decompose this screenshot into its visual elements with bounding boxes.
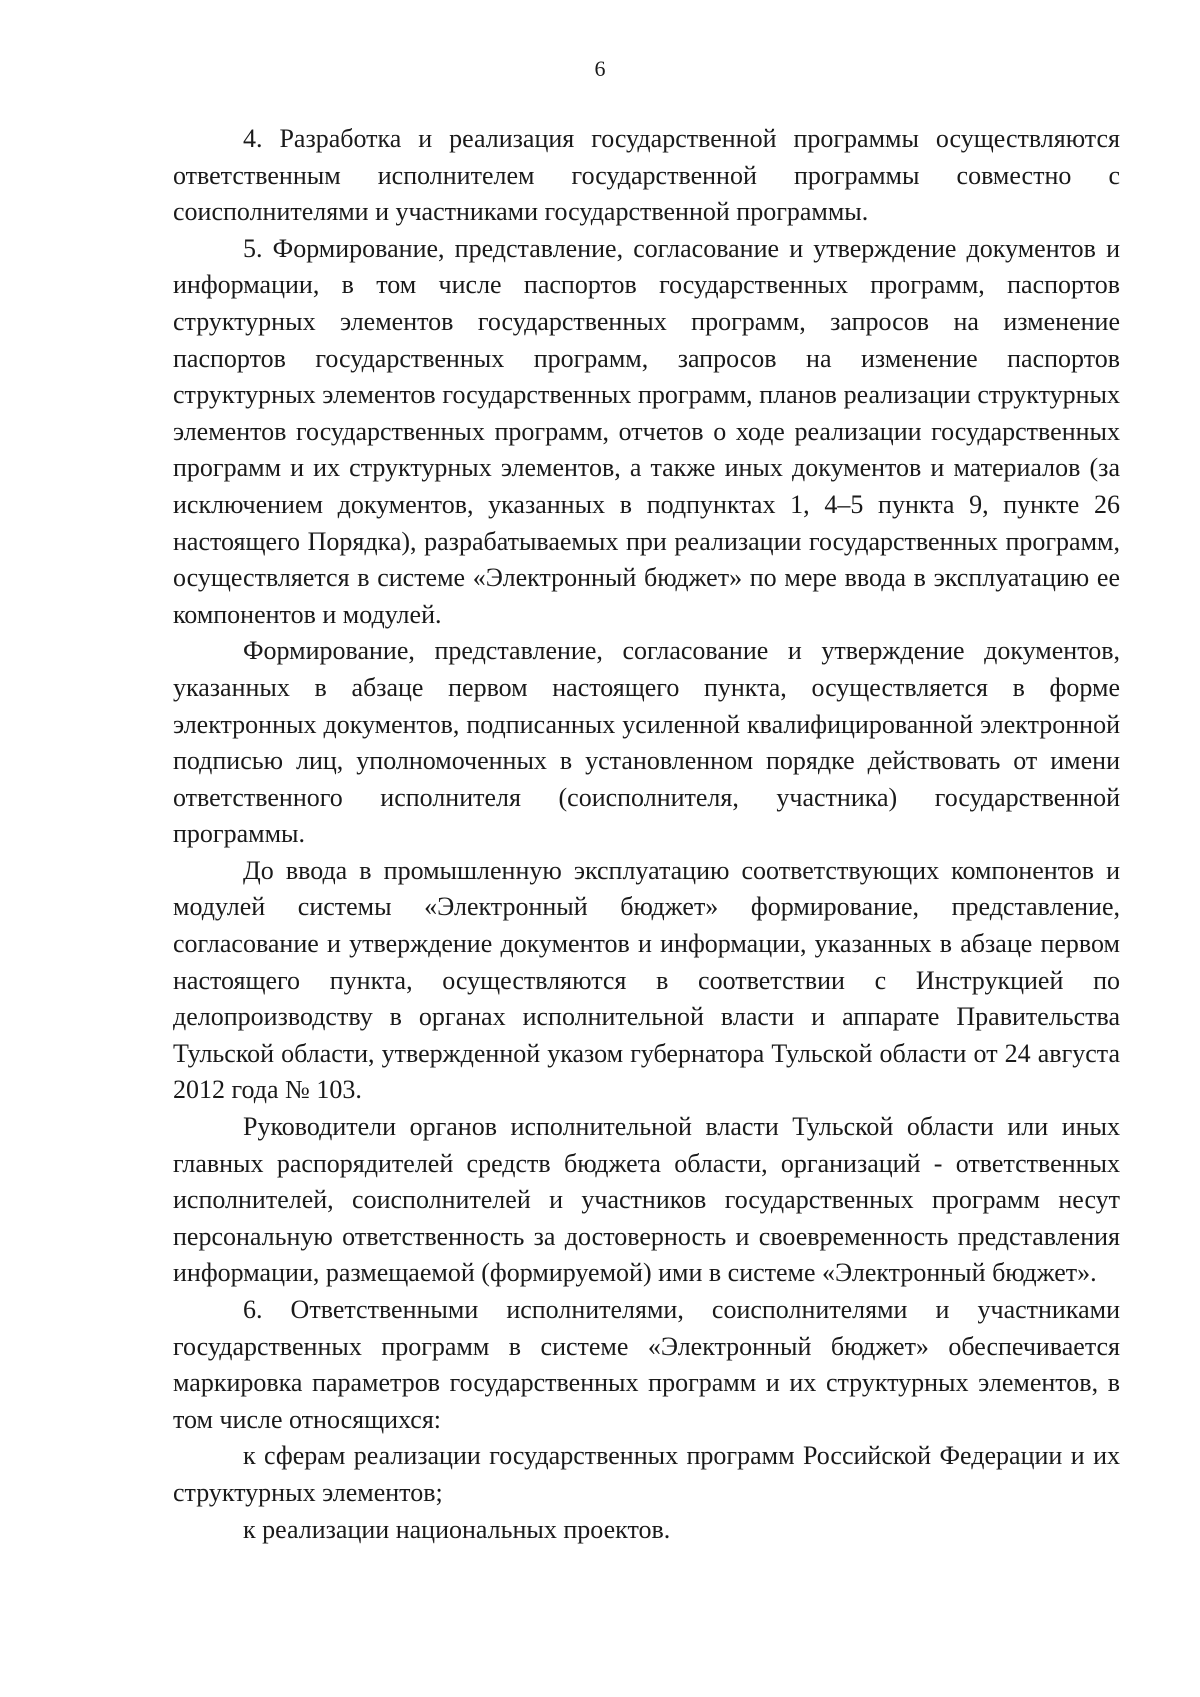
- paragraph-item-4: 4. Разработка и реализация государственной программы осуществляются ответственным исполнителем государственной программы совместно с соисполнителями и участниками государственной программы.: [173, 124, 1120, 227]
- paragraph-responsibility: Руководители органов исполнительной власти Тульской области или иных главных распорядителей средств бюджета области, организаций - ответственных исполнителей, соисполнителей и участников государственных программ несут персональную ответственность за достоверность и своевременность представления информации, размещаемой (формируемой) ими в системе «Электронный бюджет».: [173, 1112, 1120, 1288]
- paragraph-before-commissioning: До ввода в промышленную эксплуатацию соответствующих компонентов и модулей системы «Электронный бюджет» формирование, представление, согласование и утверждение документов и информации, указанных в абзаце первом настоящего пункта, осуществляются в соответствии с Инструкцией по делопроизводству в органах исполнительной власти и аппарате Правительства Тульской области, утвержденной указом губернатора Тульской области от 24 августа 2012 года № 103.: [173, 855, 1120, 1105]
- list-item-spheres: к сферам реализации государственных программ Российской Федерации и их структурных элементов;: [173, 1441, 1120, 1507]
- paragraph-electronic-form: Формирование, представление, согласование и утверждение документов, указанных в абзаце первом настоящего пункта, осуществляется в форме электронных документов, подписанных усиленной квалифицированной электронной подписью лиц, уполномоченных в установленном порядке действовать от имени ответственного исполнителя (соисполнителя, участника) государственной программы.: [173, 636, 1120, 849]
- paragraph-item-6: 6. Ответственными исполнителями, соисполнителями и участниками государственных программ в системе «Электронный бюджет» обеспечивается маркировка параметров государственных программ и их структурных элементов, в том числе относящихся:: [173, 1295, 1120, 1434]
- document-body: [173, 121, 1120, 1548]
- page-number: 6: [594, 56, 606, 81]
- paragraph-item-5: 5. Формирование, представление, согласование и утверждение документов и информации, в том числе паспортов государственных программ, паспортов структурных элементов государственных программ, запросов на изменение паспортов государственных программ, запросов на изменение паспортов структурных элементов государственных программ, планов реализации структурных элементов государственных программ, отчетов о ходе реализации государственных программ и их структурных элементов, а также иных документов и материалов (за исключением документов, указанных в подпунктах 1, 4–5 пункта 9, пункте 26 настоящего Порядка), разрабатываемых при реализации государственных программ, осуществляется в системе «Электронный бюджет» по мере ввода в эксплуатацию ее компонентов и модулей.: [173, 233, 1120, 629]
- list-item-national-projects: к реализации национальных проектов.: [243, 1514, 671, 1544]
